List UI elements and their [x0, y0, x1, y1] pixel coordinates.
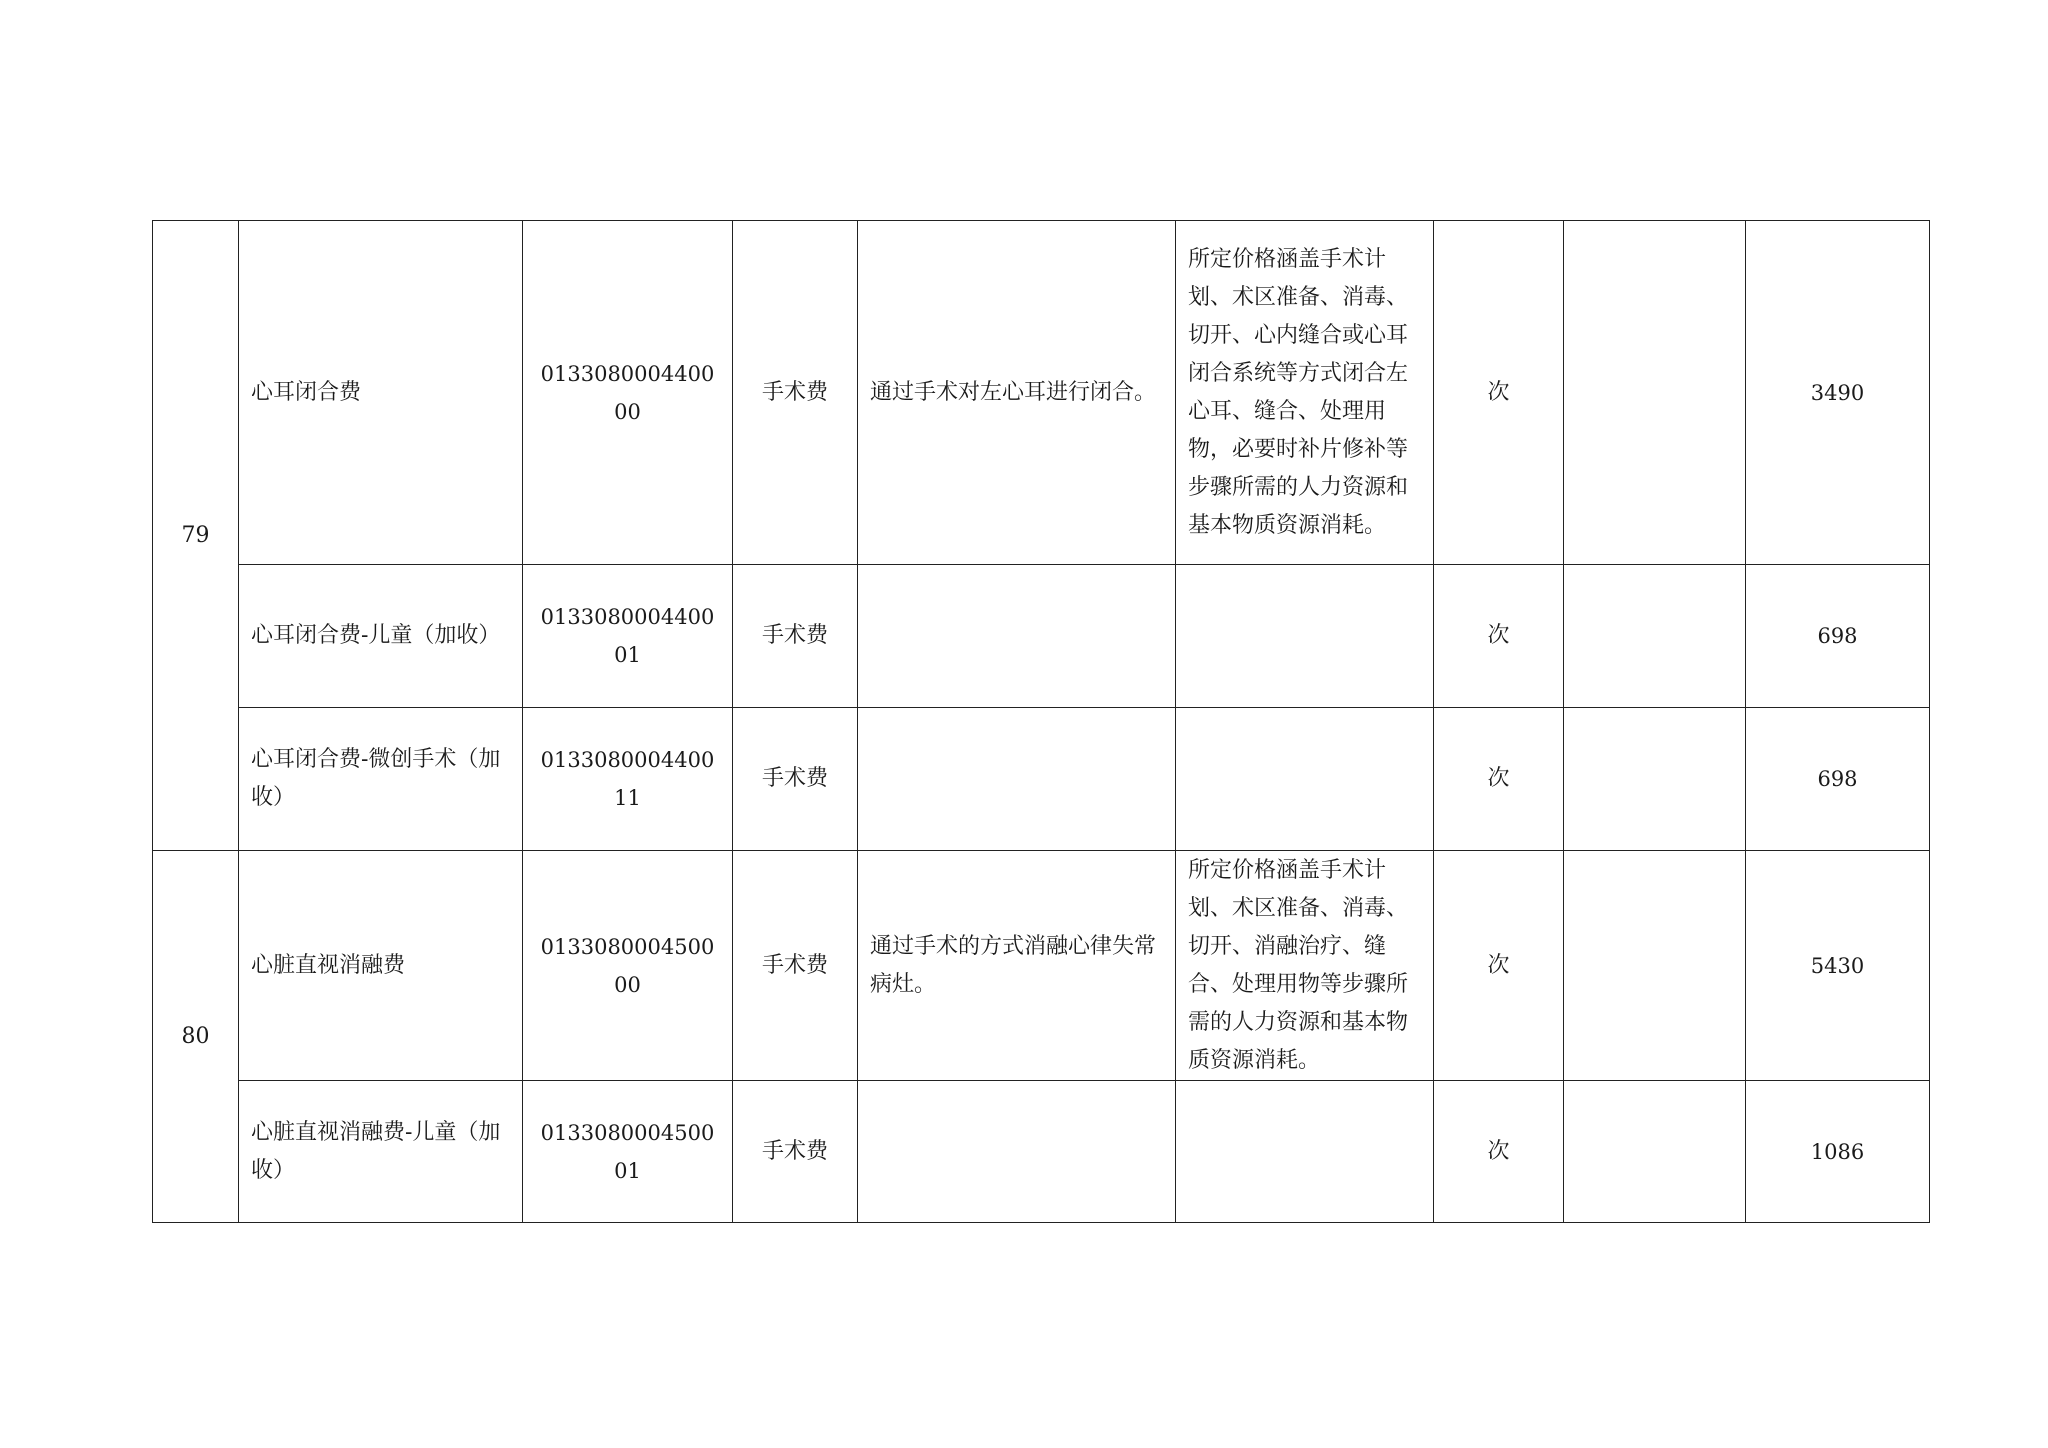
item-price-scope — [1176, 1081, 1434, 1223]
item-category: 手术费 — [733, 565, 858, 708]
item-note — [1564, 1081, 1746, 1223]
item-price: 3490 — [1746, 221, 1930, 565]
item-note — [1564, 708, 1746, 851]
item-unit: 次 — [1434, 221, 1564, 565]
item-category: 手术费 — [733, 708, 858, 851]
table-row — [153, 565, 1930, 708]
item-name: 心耳闭合费-儿童（加收） — [239, 565, 523, 708]
item-description: 通过手术对左心耳进行闭合。 — [858, 221, 1176, 565]
service-price-table — [152, 220, 1930, 1223]
item-category: 手术费 — [733, 851, 858, 1081]
item-code: 013308000440000 — [523, 221, 733, 565]
item-note — [1564, 851, 1746, 1081]
item-price-scope: 所定价格涵盖手术计划、术区准备、消毒、切开、心内缝合或心耳闭合系统等方式闭合左心耳、缝合、处理用物，必要时补片修补等步骤所需的人力资源和基本物质资源消耗。 — [1176, 221, 1434, 565]
item-description — [858, 565, 1176, 708]
item-price: 698 — [1746, 708, 1930, 851]
table-row — [153, 221, 1930, 565]
item-category: 手术费 — [733, 1081, 858, 1223]
item-description: 通过手术的方式消融心律失常病灶。 — [858, 851, 1176, 1081]
item-number: 79 — [153, 221, 239, 851]
item-unit: 次 — [1434, 708, 1564, 851]
item-code: 013308000450000 — [523, 851, 733, 1081]
item-unit: 次 — [1434, 565, 1564, 708]
item-price: 698 — [1746, 565, 1930, 708]
item-description — [858, 1081, 1176, 1223]
table-row — [153, 708, 1930, 851]
item-number: 80 — [153, 851, 239, 1223]
item-name: 心脏直视消融费 — [239, 851, 523, 1081]
item-name: 心耳闭合费-微创手术（加收） — [239, 708, 523, 851]
item-description — [858, 708, 1176, 851]
item-unit: 次 — [1434, 1081, 1564, 1223]
item-name: 心耳闭合费 — [239, 221, 523, 565]
item-note — [1564, 565, 1746, 708]
item-price-scope — [1176, 565, 1434, 708]
item-name: 心脏直视消融费-儿童（加收） — [239, 1081, 523, 1223]
item-price-scope: 所定价格涵盖手术计划、术区准备、消毒、切开、消融治疗、缝合、处理用物等步骤所需的人力资源和基本物质资源消耗。 — [1176, 851, 1434, 1081]
table-row — [153, 851, 1930, 1081]
item-price-scope — [1176, 708, 1434, 851]
item-category: 手术费 — [733, 221, 858, 565]
table-row — [153, 1081, 1930, 1223]
item-code: 013308000440011 — [523, 708, 733, 851]
item-code: 013308000440001 — [523, 565, 733, 708]
item-code: 013308000450001 — [523, 1081, 733, 1223]
item-price: 5430 — [1746, 851, 1930, 1081]
item-note — [1564, 221, 1746, 565]
item-unit: 次 — [1434, 851, 1564, 1081]
item-price: 1086 — [1746, 1081, 1930, 1223]
